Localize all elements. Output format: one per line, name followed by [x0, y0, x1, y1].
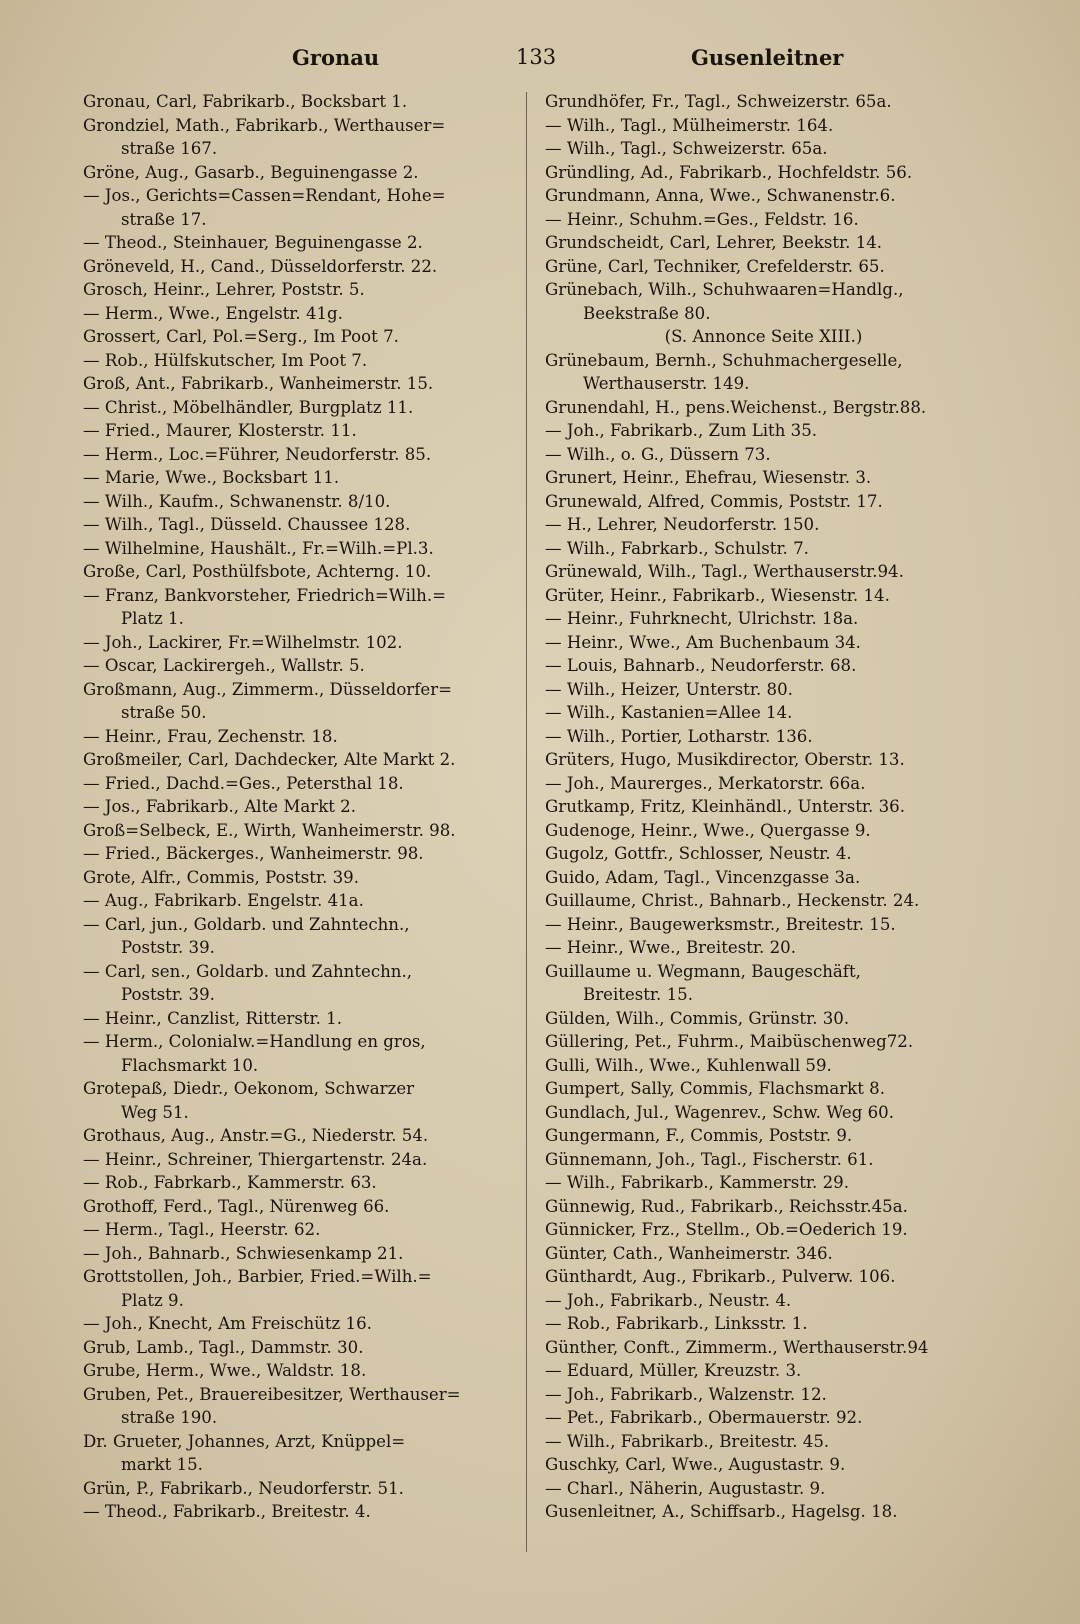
- directory-entry: — Marie, Wwe., Bocksbart 11.: [83, 468, 340, 487]
- directory-entry: — Jos., Fabrikarb., Alte Markt 2.: [83, 797, 357, 816]
- directory-entry: Grossert, Carl, Pol.=Serg., Im Poot 7.: [83, 327, 399, 346]
- directory-entry: — Heinr., Wwe., Breitestr. 20.: [545, 938, 796, 957]
- directory-entry: Grunert, Heinr., Ehefrau, Wiesenstr. 3.: [545, 468, 872, 487]
- directory-entry: Gugolz, Gottfr., Schlosser, Neustr. 4.: [545, 844, 852, 863]
- directory-entry: — Oscar, Lackirergeh., Wallstr. 5.: [83, 656, 365, 675]
- directory-entry: markt 15.: [121, 1455, 203, 1474]
- directory-entry: Grüne, Carl, Techniker, Crefelderstr. 65.: [545, 256, 885, 276]
- directory-entry: — Wilh., Portier, Lotharstr. 136.: [545, 726, 813, 746]
- directory-entry: — Heinr., Schreiner, Thiergartenstr. 24a.: [83, 1149, 428, 1169]
- directory-entry: Gründling, Ad., Fabrikarb., Hochfeldstr. 56.: [545, 162, 913, 182]
- directory-entry: Grothaus, Aug., Anstr.=G., Niederstr. 54.: [83, 1126, 429, 1145]
- directory-entry: Großmeiler, Carl, Dachdecker, Alte Markt 2.: [83, 750, 456, 769]
- directory-entry: Grunewald, Alfred, Commis, Poststr. 17.: [545, 491, 883, 511]
- directory-entry: Grunendahl, H., pens.Weichenst., Bergstr.88.: [545, 397, 927, 417]
- directory-entry: Guillaume, Christ., Bahnarb., Heckenstr. 24.: [545, 891, 920, 910]
- directory-entry: — Wilh., Tagl., Schweizerstr. 65a.: [545, 139, 828, 158]
- directory-entry: Gröneveld, H., Cand., Düsseldorferstr. 22.: [83, 256, 438, 276]
- directory-entry: — Joh., Knecht, Am Freischütz 16.: [83, 1314, 372, 1333]
- directory-entry: — Heinr., Fuhrknecht, Ulrichstr. 18a.: [545, 609, 859, 628]
- directory-entry: Weg 51.: [121, 1102, 189, 1122]
- directory-entry: — Wilh., Heizer, Unterstr. 80.: [545, 679, 793, 699]
- directory-entry: Gumpert, Sally, Commis, Flachsmarkt 8.: [545, 1079, 885, 1098]
- running-head-right: Gusenleitner: [691, 45, 844, 70]
- directory-entry: Grundscheidt, Carl, Lehrer, Beekstr. 14.: [545, 233, 883, 252]
- directory-entry: Grote, Alfr., Commis, Poststr. 39.: [83, 867, 360, 887]
- directory-entry: Gülden, Wilh., Commis, Grünstr. 30.: [545, 1008, 850, 1028]
- directory-entry: — Wilh., Fabrikarb., Breitestr. 45.: [545, 1431, 830, 1451]
- directory-entry: — Christ., Möbelhändler, Burgplatz 11.: [83, 397, 414, 417]
- directory-entry: — Carl, jun., Goldarb. und Zahntechn.,: [83, 914, 410, 934]
- directory-entry: — Charl., Näherin, Augustastr. 9.: [545, 1478, 826, 1498]
- directory-entry: Guido, Adam, Tagl., Vincenzgasse 3a.: [545, 867, 861, 887]
- directory-entry: — Herm., Wwe., Engelstr. 41g.: [83, 303, 343, 323]
- directory-entry: — Joh., Maurerges., Merkatorstr. 66a.: [545, 773, 866, 793]
- directory-entry: — Herm., Colonialw.=Handlung en gros,: [83, 1032, 426, 1051]
- directory-entry: Grube, Herm., Wwe., Waldstr. 18.: [83, 1361, 367, 1380]
- directory-entry: Gruben, Pet., Brauereibesitzer, Werthauser=: [83, 1384, 461, 1404]
- directory-entry: Grünewald, Wilh., Tagl., Werthauserstr.94.: [545, 562, 904, 581]
- directory-entry: — Pet., Fabrikarb., Obermauerstr. 92.: [545, 1408, 863, 1427]
- directory-entry: — Joh., Lackirer, Fr.=Wilhelmstr. 102.: [83, 632, 403, 652]
- directory-entry: Günter, Cath., Wanheimerstr. 346.: [545, 1243, 833, 1263]
- directory-entry: Grundhöfer, Fr., Tagl., Schweizerstr. 65a.: [545, 92, 892, 111]
- directory-entry: Grünebach, Wilh., Schuhwaaren=Handlg.,: [545, 280, 904, 299]
- directory-entry: — Fried., Dachd.=Ges., Petersthal 18.: [83, 773, 404, 793]
- directory-entry: Poststr. 39.: [121, 985, 215, 1004]
- directory-entry: — Jos., Gerichts=Cassen=Rendant, Hohe=: [83, 186, 446, 205]
- directory-entry: Gronau, Carl, Fabrikarb., Bocksbart 1.: [83, 92, 408, 111]
- directory-entry: Grünebaum, Bernh., Schuhmachergeselle,: [545, 350, 903, 370]
- directory-entry: — Heinr., Canzlist, Ritterstr. 1.: [83, 1008, 343, 1028]
- directory-entry: — Wilh., Fabrikarb., Kammerstr. 29.: [545, 1173, 849, 1192]
- directory-entry: — Wilh., Fabrkarb., Schulstr. 7.: [545, 538, 809, 558]
- directory-entry: Beekstraße 80.: [583, 303, 711, 323]
- directory-entry: Platz 9.: [121, 1290, 184, 1310]
- directory-entry: Guschky, Carl, Wwe., Augustastr. 9.: [545, 1455, 846, 1474]
- directory-entry: Grosch, Heinr., Lehrer, Poststr. 5.: [83, 280, 365, 299]
- directory-entry: straße 167.: [121, 139, 218, 158]
- directory-entry: — Joh., Bahnarb., Schwiesenkamp 21.: [83, 1243, 404, 1263]
- directory-entry: — Joh., Fabrikarb., Neustr. 4.: [545, 1290, 792, 1310]
- directory-entry: Grüter, Heinr., Fabrikarb., Wiesenstr. 14.: [545, 585, 890, 605]
- directory-entry: — Aug., Fabrikarb. Engelstr. 41a.: [83, 891, 364, 910]
- directory-entry: Groß=Selbeck, E., Wirth, Wanheimerstr. 98.: [83, 820, 456, 840]
- directory-entry: Großmann, Aug., Zimmerm., Düsseldorfer=: [83, 679, 453, 699]
- directory-entry: — Heinr., Frau, Zechenstr. 18.: [83, 726, 338, 746]
- directory-entry: — Rob., Hülfskutscher, Im Poot 7.: [83, 350, 368, 370]
- directory-entry: Grondziel, Math., Fabrikarb., Werthauser=: [83, 115, 446, 135]
- directory-entry: straße 17.: [121, 209, 207, 229]
- directory-entry: — Theod., Steinhauer, Beguinengasse 2.: [83, 233, 423, 252]
- directory-entry: — Joh., Fabrikarb., Zum Lith 35.: [545, 421, 818, 440]
- directory-entry: — Wilhelmine, Haushält., Fr.=Wilh.=Pl.3.: [83, 538, 434, 558]
- directory-entry: Günnicker, Frz., Stellm., Ob.=Oederich 19.: [545, 1220, 908, 1239]
- directory-entry: — H., Lehrer, Neudorferstr. 150.: [545, 515, 820, 534]
- directory-entry: — Eduard, Müller, Kreuzstr. 3.: [545, 1361, 802, 1380]
- directory-entry: — Fried., Maurer, Klosterstr. 11.: [83, 421, 357, 440]
- running-head-left: Gronau: [292, 45, 380, 70]
- directory-entry: Gulli, Wilh., Wwe., Kuhlenwall 59.: [545, 1055, 832, 1075]
- directory-entry: Werthauserstr. 149.: [583, 374, 750, 393]
- directory-entry: Günther, Conft., Zimmerm., Werthauserstr.94: [545, 1337, 929, 1357]
- page-number: 133: [516, 45, 557, 69]
- directory-entry: Grottstollen, Joh., Barbier, Fried.=Wilh.=: [83, 1267, 432, 1286]
- directory-entry: — Heinr., Baugewerksmstr., Breitestr. 15.: [545, 914, 896, 934]
- directory-entry: — Carl, sen., Goldarb. und Zahntechn.,: [83, 961, 413, 981]
- directory-entry: Groß, Ant., Fabrikarb., Wanheimerstr. 15.: [83, 374, 434, 393]
- directory-entry: — Wilh., Kaufm., Schwanenstr. 8/10.: [83, 491, 391, 511]
- directory-entry: Gudenoge, Heinr., Wwe., Quergasse 9.: [545, 820, 871, 840]
- directory-entry: — Rob., Fabrikarb., Linksstr. 1.: [545, 1314, 808, 1333]
- directory-entry: Guillaume u. Wegmann, Baugeschäft,: [545, 961, 861, 981]
- directory-entry: — Wilh., Tagl., Düsseld. Chaussee 128.: [83, 515, 411, 534]
- right-column: [545, 90, 982, 1524]
- directory-entry: Breitestr. 15.: [583, 985, 693, 1004]
- directory-entry: Grün, P., Fabrikarb., Neudorferstr. 51.: [83, 1478, 404, 1498]
- directory-entry: — Fried., Bäckerges., Wanheimerstr. 98.: [83, 844, 424, 863]
- directory-entry: — Heinr., Schuhm.=Ges., Feldstr. 16.: [545, 209, 859, 229]
- directory-entry: Günnewig, Rud., Fabrikarb., Reichsstr.45a.: [545, 1196, 908, 1216]
- directory-entry: Grundmann, Anna, Wwe., Schwanenstr.6.: [545, 186, 896, 205]
- directory-entry: — Wilh., Tagl., Mülheimerstr. 164.: [545, 115, 834, 135]
- directory-entry: — Wilh., Kastanien=Allee 14.: [545, 703, 793, 722]
- directory-entry: Platz 1.: [121, 609, 184, 628]
- directory-entry: Güllering, Pet., Fuhrm., Maibüschenweg72.: [545, 1032, 914, 1051]
- directory-entry: straße 50.: [121, 703, 207, 722]
- directory-entry: — Herm., Loc.=Führer, Neudorferstr. 85.: [83, 444, 432, 464]
- left-column: [83, 90, 521, 1524]
- directory-entry: Günthardt, Aug., Fbrikarb., Pulverw. 106.: [545, 1267, 896, 1286]
- directory-entry: — Louis, Bahnarb., Neudorferstr. 68.: [545, 656, 857, 675]
- directory-entry: Flachsmarkt 10.: [121, 1055, 259, 1075]
- directory-entry: Grotepaß, Diedr., Oekonom, Schwarzer: [83, 1079, 415, 1098]
- directory-entry: Grothoff, Ferd., Tagl., Nürenweg 66.: [83, 1196, 390, 1216]
- directory-entry: — Joh., Fabrikarb., Walzenstr. 12.: [545, 1384, 827, 1404]
- directory-entry: — Franz, Bankvorsteher, Friedrich=Wilh.=: [83, 585, 447, 605]
- directory-entry: — Heinr., Wwe., Am Buchenbaum 34.: [545, 632, 861, 652]
- directory-entry: Dr. Grueter, Johannes, Arzt, Knüppel=: [83, 1431, 406, 1451]
- directory-entry: Grub, Lamb., Tagl., Dammstr. 30.: [83, 1337, 364, 1357]
- column-divider: [526, 92, 527, 1552]
- directory-entry: Grüters, Hugo, Musikdirector, Oberstr. 13.: [545, 750, 905, 769]
- directory-entry: — Rob., Fabrkarb., Kammerstr. 63.: [83, 1173, 377, 1192]
- directory-entry: Gusenleitner, A., Schiffsarb., Hagelsg. 18.: [545, 1502, 898, 1521]
- directory-entry: Günnemann, Joh., Tagl., Fischerstr. 61.: [545, 1149, 874, 1169]
- directory-entry: — Wilh., o. G., Düssern 73.: [545, 444, 771, 464]
- directory-entry: Grutkamp, Fritz, Kleinhändl., Unterstr. 36.: [545, 797, 905, 816]
- directory-entry: Gundlach, Jul., Wagenrev., Schw. Weg 60.: [545, 1102, 895, 1122]
- directory-entry: Poststr. 39.: [121, 938, 215, 957]
- annotation-note: (S. Annonce Seite XIII.): [664, 327, 863, 346]
- directory-entry: straße 190.: [121, 1408, 218, 1427]
- directory-entry: Große, Carl, Posthülfsbote, Achterng. 10.: [83, 562, 432, 581]
- directory-entry: — Herm., Tagl., Heerstr. 62.: [83, 1220, 321, 1239]
- directory-entry: Gröne, Aug., Gasarb., Beguinengasse 2.: [83, 162, 419, 182]
- directory-entry: Gungermann, F., Commis, Poststr. 9.: [545, 1126, 853, 1145]
- directory-entry: — Theod., Fabrikarb., Breitestr. 4.: [83, 1502, 371, 1521]
